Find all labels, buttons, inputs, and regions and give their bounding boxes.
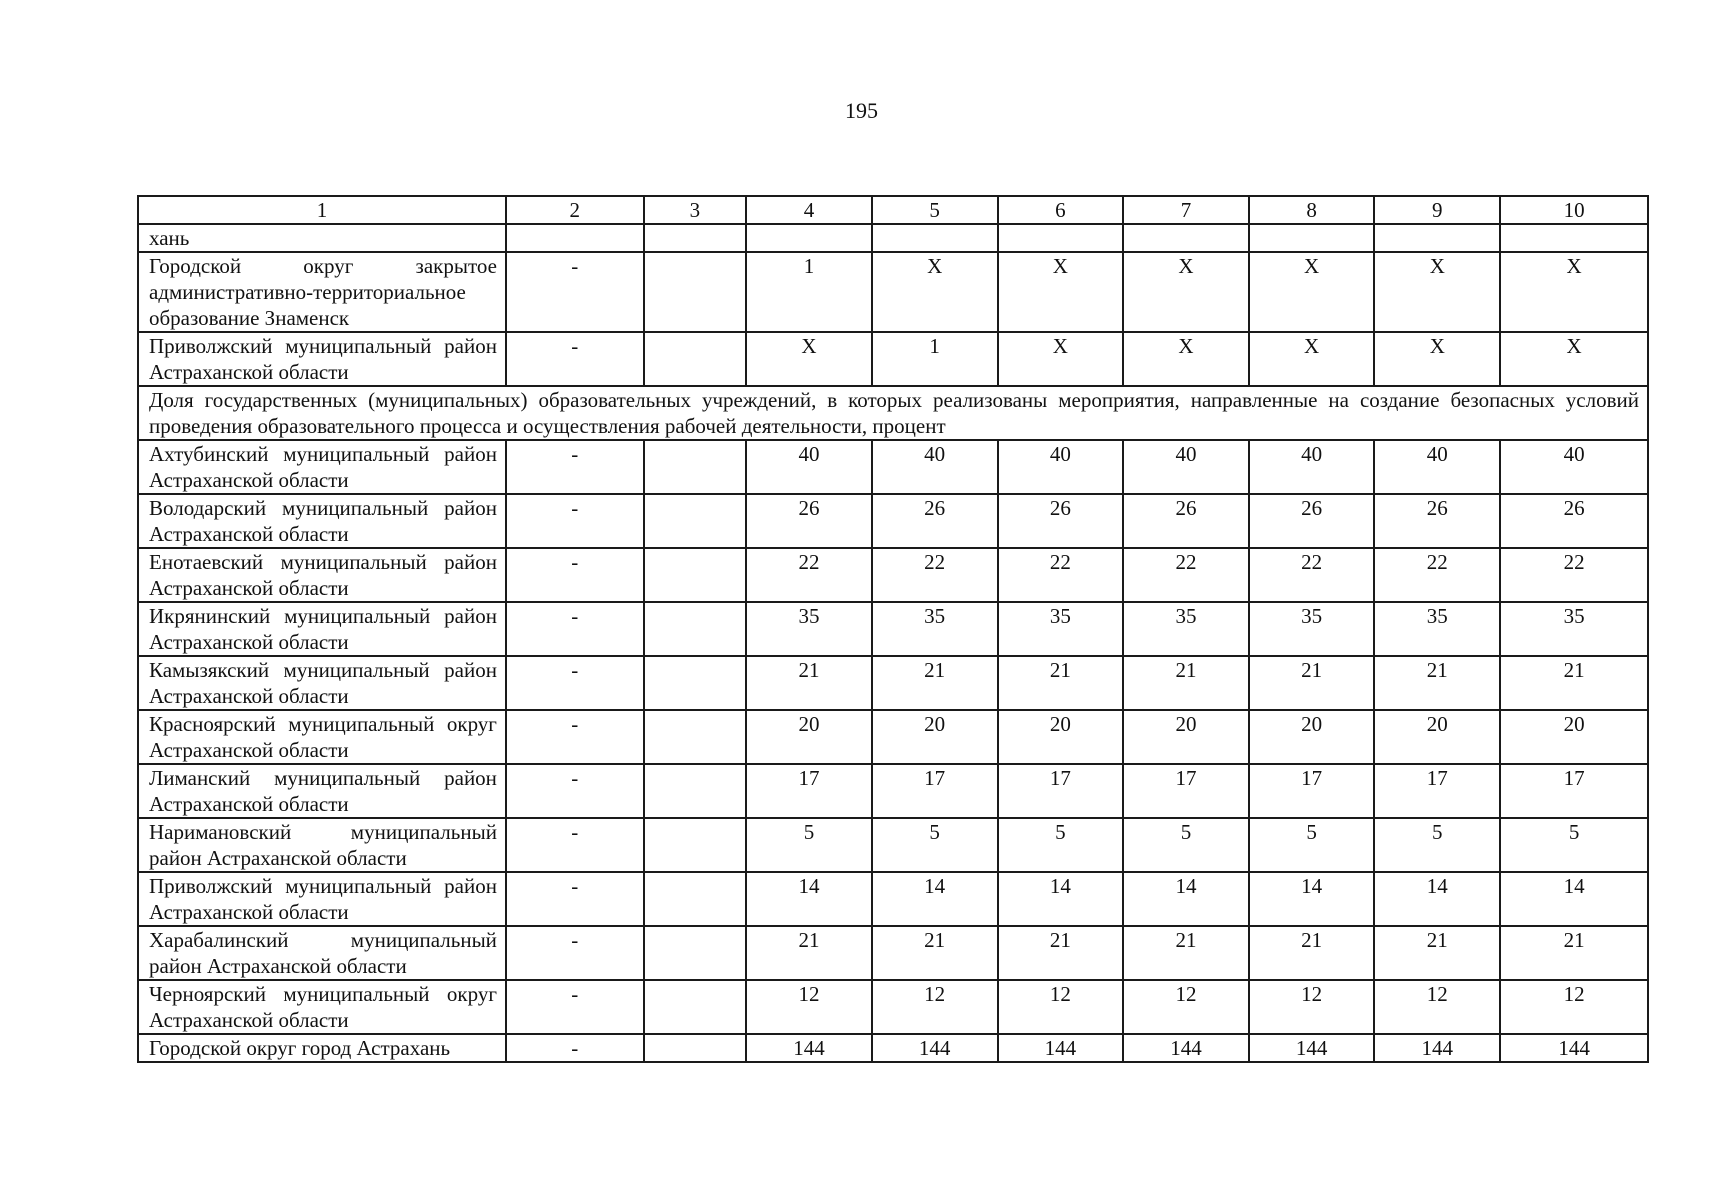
value-cell: 35 — [1500, 602, 1648, 656]
value-cell: 14 — [1500, 872, 1648, 926]
value-cell: 12 — [746, 980, 872, 1034]
value-cell: 17 — [1123, 764, 1249, 818]
value-cell: 26 — [1249, 494, 1375, 548]
column-2-cell: - — [506, 656, 644, 710]
table-row — [138, 602, 1648, 656]
column-2-cell: - — [506, 494, 644, 548]
value-cell: 26 — [1500, 494, 1648, 548]
column-2-cell: - — [506, 818, 644, 872]
column-3-cell — [644, 252, 747, 332]
column-2-cell: - — [506, 872, 644, 926]
value-cell: 21 — [1500, 926, 1648, 980]
value-cell: 5 — [998, 818, 1124, 872]
table-body — [138, 196, 1648, 1062]
value-cell: Х — [1123, 252, 1249, 332]
value-cell: 12 — [872, 980, 998, 1034]
value-cell: 12 — [998, 980, 1124, 1034]
row-name: Черноярский муниципальный округ Астраханской области — [138, 980, 506, 1034]
column-3-cell — [644, 602, 747, 656]
value-cell: Х — [1500, 332, 1648, 386]
value-cell: 22 — [1500, 548, 1648, 602]
table-cell — [1500, 224, 1648, 252]
column-header: 8 — [1249, 196, 1375, 224]
value-cell: 21 — [1374, 926, 1500, 980]
value-cell: 5 — [1249, 818, 1375, 872]
table-row — [138, 710, 1648, 764]
row-name: Красноярский муниципальный округ Астраханской области — [138, 710, 506, 764]
row-name: Наримановский муниципальный район Астраханской области — [138, 818, 506, 872]
value-cell: 14 — [1123, 872, 1249, 926]
value-cell: 22 — [1374, 548, 1500, 602]
value-cell: 14 — [872, 872, 998, 926]
value-cell: 22 — [1249, 548, 1375, 602]
table-row — [138, 332, 1648, 386]
value-cell: 35 — [1123, 602, 1249, 656]
column-2-cell: - — [506, 710, 644, 764]
value-cell: 5 — [1500, 818, 1648, 872]
column-3-cell — [644, 710, 747, 764]
column-3-cell — [644, 440, 747, 494]
value-cell: 14 — [746, 872, 872, 926]
table-row — [138, 494, 1648, 548]
table-row — [138, 926, 1648, 980]
column-3-cell — [644, 764, 747, 818]
value-cell: 12 — [1123, 980, 1249, 1034]
column-2-cell: - — [506, 764, 644, 818]
value-cell: Х — [1249, 252, 1375, 332]
value-cell: 21 — [746, 926, 872, 980]
column-3-cell — [644, 926, 747, 980]
value-cell: 40 — [872, 440, 998, 494]
column-2-cell: - — [506, 440, 644, 494]
value-cell: Х — [1249, 332, 1375, 386]
column-2-cell: - — [506, 332, 644, 386]
row-name: Приволжский муниципальный район Астраханской области — [138, 872, 506, 926]
row-name: Лиманский муниципальный район Астраханской области — [138, 764, 506, 818]
table-row — [138, 252, 1648, 332]
value-cell: 144 — [1374, 1034, 1500, 1062]
table-row — [138, 818, 1648, 872]
column-header: 6 — [998, 196, 1124, 224]
value-cell: 20 — [1374, 710, 1500, 764]
value-cell: 20 — [998, 710, 1124, 764]
row-name: Енотаевский муниципальный район Астраханской области — [138, 548, 506, 602]
value-cell: 14 — [1374, 872, 1500, 926]
column-3-cell — [644, 872, 747, 926]
value-cell: 1 — [872, 332, 998, 386]
column-header: 7 — [1123, 196, 1249, 224]
table-row — [138, 872, 1648, 926]
continued-fragment: хань — [138, 224, 506, 252]
value-cell: 35 — [998, 602, 1124, 656]
value-cell: 21 — [998, 926, 1124, 980]
value-cell: 21 — [1123, 656, 1249, 710]
value-cell: 17 — [746, 764, 872, 818]
value-cell: 40 — [1123, 440, 1249, 494]
value-cell: 26 — [1374, 494, 1500, 548]
value-cell: 35 — [1374, 602, 1500, 656]
column-2-cell: - — [506, 980, 644, 1034]
value-cell: 20 — [1249, 710, 1375, 764]
table-row — [138, 440, 1648, 494]
value-cell: 144 — [872, 1034, 998, 1062]
row-name: Икрянинский муниципальный район Астраханской области — [138, 602, 506, 656]
value-cell: Х — [872, 252, 998, 332]
value-cell: Х — [1123, 332, 1249, 386]
value-cell: 17 — [1374, 764, 1500, 818]
row-name: Ахтубинский муниципальный район Астраханской области — [138, 440, 506, 494]
page-number: 195 — [845, 98, 878, 123]
value-cell: 144 — [998, 1034, 1124, 1062]
column-number-row — [138, 196, 1648, 224]
value-cell: 21 — [1374, 656, 1500, 710]
table-cell — [506, 224, 644, 252]
value-cell: 5 — [1123, 818, 1249, 872]
value-cell: 20 — [1500, 710, 1648, 764]
table-cell — [1249, 224, 1375, 252]
value-cell: 17 — [1249, 764, 1375, 818]
value-cell: 40 — [1249, 440, 1375, 494]
column-2-cell: - — [506, 252, 644, 332]
row-name: Городской округ закрытое административно-территориальное образование Знаменск — [138, 252, 506, 332]
row-name: Харабалинский муниципальный район Астраханской области — [138, 926, 506, 980]
value-cell: 21 — [1249, 926, 1375, 980]
value-cell: 21 — [746, 656, 872, 710]
table-row — [138, 1034, 1648, 1062]
table-cell — [998, 224, 1124, 252]
value-cell: 144 — [746, 1034, 872, 1062]
column-3-cell — [644, 818, 747, 872]
value-cell: 5 — [872, 818, 998, 872]
column-header: 9 — [1374, 196, 1500, 224]
column-2-cell: - — [506, 548, 644, 602]
data-table — [137, 195, 1649, 1063]
row-name: Камызякский муниципальный район Астраханской области — [138, 656, 506, 710]
table-cell — [1123, 224, 1249, 252]
value-cell: Х — [998, 332, 1124, 386]
column-header: 5 — [872, 196, 998, 224]
value-cell: 5 — [1374, 818, 1500, 872]
value-cell: 40 — [1374, 440, 1500, 494]
value-cell: 21 — [1123, 926, 1249, 980]
table-cell — [746, 224, 872, 252]
column-header: 2 — [506, 196, 644, 224]
value-cell: Х — [746, 332, 872, 386]
value-cell: 40 — [1500, 440, 1648, 494]
value-cell: 12 — [1500, 980, 1648, 1034]
column-2-cell: - — [506, 1034, 644, 1062]
value-cell: 17 — [1500, 764, 1648, 818]
value-cell: 21 — [1500, 656, 1648, 710]
row-name: Володарский муниципальный район Астраханской области — [138, 494, 506, 548]
value-cell: 26 — [746, 494, 872, 548]
value-cell: Х — [1374, 332, 1500, 386]
value-cell: 144 — [1249, 1034, 1375, 1062]
table-cell — [1374, 224, 1500, 252]
value-cell: Х — [1500, 252, 1648, 332]
value-cell: 14 — [1249, 872, 1375, 926]
table-cell — [872, 224, 998, 252]
row-name: Городской округ город Астрахань — [138, 1034, 506, 1062]
table-row — [138, 764, 1648, 818]
value-cell: 26 — [1123, 494, 1249, 548]
row-name: Приволжский муниципальный район Астраханской области — [138, 332, 506, 386]
column-3-cell — [644, 656, 747, 710]
column-3-cell — [644, 548, 747, 602]
value-cell: 20 — [1123, 710, 1249, 764]
value-cell: 14 — [998, 872, 1124, 926]
column-header: 4 — [746, 196, 872, 224]
value-cell: 22 — [872, 548, 998, 602]
value-cell: 35 — [746, 602, 872, 656]
column-3-cell — [644, 332, 747, 386]
value-cell: 144 — [1123, 1034, 1249, 1062]
value-cell: 21 — [1249, 656, 1375, 710]
column-header: 3 — [644, 196, 747, 224]
column-3-cell — [644, 1034, 747, 1062]
column-3-cell — [644, 494, 747, 548]
table-cell — [644, 224, 747, 252]
column-2-cell: - — [506, 926, 644, 980]
value-cell: 22 — [998, 548, 1124, 602]
continued-row — [138, 224, 1648, 252]
column-3-cell — [644, 980, 747, 1034]
value-cell: 22 — [746, 548, 872, 602]
value-cell: 12 — [1374, 980, 1500, 1034]
value-cell: 21 — [872, 656, 998, 710]
section-row — [138, 386, 1648, 440]
value-cell: 35 — [1249, 602, 1375, 656]
table-row — [138, 656, 1648, 710]
table-row — [138, 980, 1648, 1034]
column-header: 10 — [1500, 196, 1648, 224]
table-row — [138, 548, 1648, 602]
value-cell: 12 — [1249, 980, 1375, 1034]
value-cell: 21 — [998, 656, 1124, 710]
column-header: 1 — [138, 196, 506, 224]
value-cell: 20 — [746, 710, 872, 764]
value-cell: 21 — [872, 926, 998, 980]
value-cell: 144 — [1500, 1034, 1648, 1062]
value-cell: 5 — [746, 818, 872, 872]
value-cell: 35 — [872, 602, 998, 656]
value-cell: 17 — [872, 764, 998, 818]
value-cell: Х — [1374, 252, 1500, 332]
value-cell: 20 — [872, 710, 998, 764]
value-cell: 17 — [998, 764, 1124, 818]
value-cell: 26 — [872, 494, 998, 548]
value-cell: 40 — [998, 440, 1124, 494]
value-cell: Х — [998, 252, 1124, 332]
value-cell: 1 — [746, 252, 872, 332]
section-title: Доля государственных (муниципальных) образовательных учреждений, в которых реализованы мероприятия, направленные на создание безопасных условий проведения образовательного процесса и осуществления рабочей деятельности, процент — [138, 386, 1648, 440]
value-cell: 26 — [998, 494, 1124, 548]
column-2-cell: - — [506, 602, 644, 656]
value-cell: 40 — [746, 440, 872, 494]
value-cell: 22 — [1123, 548, 1249, 602]
